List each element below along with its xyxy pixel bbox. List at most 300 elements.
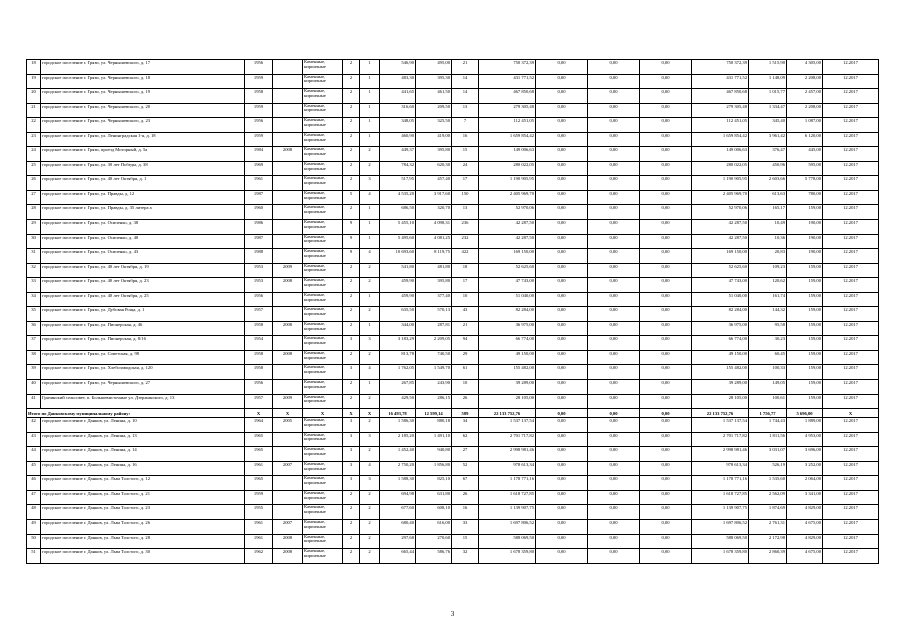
cost-budget-cell: 0,00 <box>588 292 640 307</box>
table-row <box>27 118 879 133</box>
living-area-cell: 270,60 <box>416 534 452 549</box>
renovation-year-cell <box>273 292 303 307</box>
total-area-cell: 546,90 <box>380 60 416 75</box>
cost-total-cell: 1 190 905,95 <box>692 176 749 191</box>
total-cost-cell: 66 774,00 <box>479 336 536 351</box>
total-area-cell: 460,90 <box>380 132 416 147</box>
entrances-cell: 2 <box>360 505 380 520</box>
living-area-cell: 1 491,10 <box>416 432 452 447</box>
floors-cell: 3 <box>343 476 360 491</box>
floors-cell: 2 <box>343 147 360 162</box>
cost-per-sqm-cell: 100,61 <box>749 394 787 409</box>
deadline-cell: 12.2017 <box>823 147 879 162</box>
renovation-year-cell: 2008 <box>273 321 303 336</box>
living-area-cell: 243,90 <box>416 380 452 395</box>
row-number-cell: 40 <box>27 380 41 395</box>
cost-fund-cell: 0,00 <box>536 220 588 235</box>
total-cost-cell: 52 970,06 <box>479 205 536 220</box>
renovation-year-cell <box>273 205 303 220</box>
residents-cell: 62 <box>452 432 479 447</box>
cost-budget-cell: 0,00 <box>588 432 640 447</box>
table-row <box>27 461 879 476</box>
build-year-cell: 1958 <box>245 365 273 380</box>
cost-budget-cell: 0,00 <box>588 249 640 264</box>
renovation-year-cell <box>273 176 303 191</box>
cost-owners-cell: 0,00 <box>640 350 692 365</box>
total-cost-cell: 431 771,52 <box>479 74 536 89</box>
total-area-cell: 541,80 <box>380 263 416 278</box>
wall-material-cell: Каменные, кирпичные <box>303 263 343 278</box>
cost-owners-cell: 0,00 <box>640 234 692 249</box>
build-year-cell: 1961 <box>245 534 273 549</box>
build-year-cell: 1959 <box>245 74 273 89</box>
entrances-cell: 2 <box>360 418 380 433</box>
cost-total-cell: 82 284,00 <box>692 307 749 322</box>
wall-material-cell: Каменные, кирпичные <box>303 249 343 264</box>
total-area-cell: 297,68 <box>380 534 416 549</box>
cost-owners-cell: 0,00 <box>640 263 692 278</box>
cost-budget-cell: 0,00 <box>588 505 640 520</box>
cost-budget-cell: 0,00 <box>588 161 640 176</box>
cost-fund-cell: 0,00 <box>536 447 588 462</box>
address-cell: городское поселение г. Грязи, ул. Дубовая Роща, д. 1 <box>41 307 245 322</box>
cost-fund-cell: 0,00 <box>536 549 588 564</box>
deadline-cell: 12.2017 <box>823 234 879 249</box>
cost-total-cell: 42 287,50 <box>692 234 749 249</box>
living-area-cell: 395,80 <box>416 147 452 162</box>
table-row <box>27 147 879 162</box>
address-cell: городское поселение г. Грязи, ул. Чернышевского, д. 23 <box>41 118 245 133</box>
total-area-cell: 813,78 <box>380 350 416 365</box>
total-cost-cell: 155 482,00 <box>479 365 536 380</box>
renovation-year-cell <box>273 365 303 380</box>
cost-budget-cell: 0,00 <box>588 234 640 249</box>
max-cost-per-sqm-cell: 5 778,00 <box>787 176 823 191</box>
row-number-cell: 20 <box>27 89 41 104</box>
living-area-cell: 740,50 <box>416 350 452 365</box>
address-cell: городское поселение г. Грязи, проезд Моторный, д. 5а <box>41 147 245 162</box>
cost-total-cell: 66 774,00 <box>692 336 749 351</box>
cost-budget-cell: 0,00 <box>588 103 640 118</box>
wall-material-cell: Каменные, кирпичные <box>303 132 343 147</box>
max-cost-per-sqm-cell: 159,00 <box>787 380 823 395</box>
row-number-cell: 50 <box>27 534 41 549</box>
table-row <box>27 549 879 564</box>
wall-material-cell: Каменные, кирпичные <box>303 505 343 520</box>
living-area-cell: 377,40 <box>416 292 452 307</box>
row-number-cell: 48 <box>27 505 41 520</box>
deadline-cell: 12.2017 <box>823 380 879 395</box>
build-year-cell: 1959 <box>245 490 273 505</box>
row-number-cell: 51 <box>27 549 41 564</box>
address-cell: городское поселение г. Грязи, ул. Пионерская, д. 46 <box>41 321 245 336</box>
build-year-cell: 1964 <box>245 418 273 433</box>
address-cell: городское поселение г. Грязи, ул. Чернышевского, д. 19 <box>41 89 245 104</box>
cost-fund-cell: 0,00 <box>536 118 588 133</box>
total-cost-cell: 49 150,00 <box>479 350 536 365</box>
cost-per-sqm-cell: 60,45 <box>749 350 787 365</box>
living-area-cell: 495,00 <box>416 60 452 75</box>
max-cost-per-sqm-cell: 2 208,00 <box>787 103 823 118</box>
cost-fund-cell: 0,00 <box>536 307 588 322</box>
cost-fund-cell: 0,00 <box>536 249 588 264</box>
floors-cell: 3 <box>343 447 360 462</box>
row-number-cell: 34 <box>27 292 41 307</box>
cost-owners-cell: 0,00 <box>640 89 692 104</box>
residents-cell: 43 <box>452 307 479 322</box>
table-row <box>27 161 879 176</box>
cost-per-sqm-cell: 1 811,56 <box>749 432 787 447</box>
total-area-cell: 694,98 <box>380 490 416 505</box>
renovation-year-cell <box>273 307 303 322</box>
cost-per-sqm-cell: 20,83 <box>749 249 787 264</box>
table-row <box>27 176 879 191</box>
total-cost-cell: 1 178 771,16 <box>479 476 536 491</box>
cost-total-cell: 2 405 969,70 <box>692 190 749 205</box>
total-area-cell: 665,44 <box>380 549 416 564</box>
living-area-cell: 825,10 <box>416 476 452 491</box>
residents-cell: 7 <box>452 118 479 133</box>
living-area-cell: 570,13 <box>416 307 452 322</box>
address-cell: городское поселение г. Грязи, ул. Правды, д. 35 литера а <box>41 205 245 220</box>
wall-material-cell: Каменные, кирпичные <box>303 394 343 409</box>
cost-per-sqm-cell: 376,47 <box>749 147 787 162</box>
total-area-cell: 4 535,20 <box>380 190 416 205</box>
max-cost-per-sqm-cell: 1 087,00 <box>787 118 823 133</box>
address-cell: городское поселение г. Данков, ул. Льва Толстого, д. 28 <box>41 534 245 549</box>
row-number-cell: 24 <box>27 147 41 162</box>
cost-per-sqm-cell: 10,36 <box>749 234 787 249</box>
cost-total-cell: 42 287,50 <box>692 220 749 235</box>
row-number-cell: 30 <box>27 234 41 249</box>
address-cell: городское поселение г. Грязи, ул. Пионерская, д. 8/16 <box>41 336 245 351</box>
floors-cell: 2 <box>343 74 360 89</box>
cost-owners-cell: 0,00 <box>640 394 692 409</box>
row-number-cell: 32 <box>27 263 41 278</box>
residents-cell: 14 <box>452 74 479 89</box>
residents-cell: 33 <box>452 519 479 534</box>
entrances-cell: 2 <box>360 263 380 278</box>
renovation-year-cell <box>273 89 303 104</box>
table-row <box>27 490 879 505</box>
deadline-cell: 12.2017 <box>823 505 879 520</box>
deadline-cell: 12.2017 <box>823 249 879 264</box>
build-year-cell: 1954 <box>245 336 273 351</box>
address-cell: городское поселение г. Грязи, ул. Ленинградская 1-я, д. 18 <box>41 132 245 147</box>
residents-cell: 17 <box>452 278 479 293</box>
entrances-cell: 3 <box>360 176 380 191</box>
address-cell: городское поселение г. Грязи, ул. Советская, д. 98 <box>41 350 245 365</box>
entrances-cell: 2 <box>360 519 380 534</box>
cost-fund-cell: 0,00 <box>536 476 588 491</box>
renovation-year-cell <box>273 132 303 147</box>
total-area-cell: 1 762,05 <box>380 365 416 380</box>
residents-cell: 13 <box>452 205 479 220</box>
deadline-cell: 12.2017 <box>823 60 879 75</box>
cost-per-sqm-cell: 1 515,90 <box>749 60 787 75</box>
deadline-cell: 12.2017 <box>823 205 879 220</box>
wall-material-cell: Каменные, кирпичные <box>303 534 343 549</box>
total-label-cell: Итого по Данковскому муниципальному району: <box>27 409 245 418</box>
total-cell-cell: 0,00 <box>588 409 640 418</box>
deadline-cell: 12.2017 <box>823 534 879 549</box>
build-year-cell: 1987 <box>245 234 273 249</box>
total-cost-cell: 112 451,05 <box>479 118 536 133</box>
residents-cell: 422 <box>452 249 479 264</box>
floors-cell: 9 <box>343 234 360 249</box>
residents-cell: 67 <box>452 476 479 491</box>
cost-fund-cell: 0,00 <box>536 394 588 409</box>
table-row <box>27 380 879 395</box>
total-cell-cell: 16 493,78 <box>380 409 416 418</box>
entrances-cell: 3 <box>360 476 380 491</box>
table-row <box>27 519 879 534</box>
living-area-cell: 4 081,25 <box>416 234 452 249</box>
deadline-cell: 12.2017 <box>823 263 879 278</box>
renovation-year-cell <box>273 190 303 205</box>
max-cost-per-sqm-cell: 6 120,00 <box>787 132 823 147</box>
living-area-cell: 620,30 <box>416 161 452 176</box>
address-cell: городское поселение г. Грязи, ул. Осипенко, д. 43 <box>41 249 245 264</box>
wall-material-cell: Каменные, кирпичные <box>303 176 343 191</box>
table-row <box>27 432 879 447</box>
entrances-cell: 1 <box>360 74 380 89</box>
cost-budget-cell: 0,00 <box>588 89 640 104</box>
max-cost-per-sqm-cell: 3 252,00 <box>787 461 823 476</box>
cost-budget-cell: 0,00 <box>588 321 640 336</box>
floors-cell: 9 <box>343 220 360 235</box>
cost-fund-cell: 0,00 <box>536 432 588 447</box>
build-year-cell: 1965 <box>245 447 273 462</box>
renovation-year-cell <box>273 447 303 462</box>
table-row <box>27 205 879 220</box>
residents-cell: 27 <box>452 447 479 462</box>
cost-budget-cell: 0,00 <box>588 519 640 534</box>
cost-total-cell: 36 975,00 <box>692 321 749 336</box>
cost-per-sqm-cell: 3 961,42 <box>749 132 787 147</box>
cost-fund-cell: 0,00 <box>536 263 588 278</box>
total-cost-cell: 42 287,50 <box>479 234 536 249</box>
max-cost-per-sqm-cell: 159,00 <box>787 307 823 322</box>
total-area-cell: 10 693,60 <box>380 249 416 264</box>
build-year-cell: 1957 <box>245 394 273 409</box>
renovation-year-cell <box>273 476 303 491</box>
cost-budget-cell: 0,00 <box>588 394 640 409</box>
cost-per-sqm-cell: 144,32 <box>749 307 787 322</box>
renovation-year-cell: 2005 <box>273 418 303 433</box>
row-number-cell: 31 <box>27 249 41 264</box>
row-number-cell: 25 <box>27 161 41 176</box>
max-cost-per-sqm-cell: 159,00 <box>787 350 823 365</box>
wall-material-cell: Каменные, кирпичные <box>303 365 343 380</box>
entrances-cell: 1 <box>360 132 380 147</box>
max-cost-per-sqm-cell: 780,00 <box>787 190 823 205</box>
cost-per-sqm-cell: 526,19 <box>749 461 787 476</box>
wall-material-cell: Каменные, кирпичные <box>303 380 343 395</box>
cost-fund-cell: 0,00 <box>536 490 588 505</box>
address-cell: городское поселение г. Грязи, ул. Чернышевского, д. 18 <box>41 74 245 89</box>
cost-owners-cell: 0,00 <box>640 103 692 118</box>
row-number-cell: 43 <box>27 432 41 447</box>
cost-budget-cell: 0,00 <box>588 336 640 351</box>
cost-owners-cell: 0,00 <box>640 118 692 133</box>
cost-budget-cell: 0,00 <box>588 60 640 75</box>
address-cell: городское поселение г. Данков, ул. Ленина, д. 13 <box>41 432 245 447</box>
build-year-cell: 1987 <box>245 190 273 205</box>
living-area-cell: 286,15 <box>416 394 452 409</box>
deadline-cell: 12.2017 <box>823 321 879 336</box>
total-area-cell: 459,90 <box>380 292 416 307</box>
address-cell: городское поселение г. Данков, ул. Льва Толстого, д. 12 <box>41 476 245 491</box>
table-row <box>27 321 879 336</box>
floors-cell: 9 <box>343 249 360 264</box>
cost-owners-cell: 0,00 <box>640 74 692 89</box>
cost-per-sqm-cell: 95,58 <box>749 321 787 336</box>
residents-cell: 21 <box>452 321 479 336</box>
total-area-cell: 449,37 <box>380 147 416 162</box>
cost-fund-cell: 0,00 <box>536 321 588 336</box>
total-cost-cell: 1 190 905,95 <box>479 176 536 191</box>
cost-owners-cell: 0,00 <box>640 490 692 505</box>
table-row <box>27 394 879 409</box>
residents-cell: 236 <box>452 220 479 235</box>
total-cost-cell: 1 678 359,80 <box>479 549 536 564</box>
max-cost-per-sqm-cell: 190,00 <box>787 234 823 249</box>
max-cost-per-sqm-cell: 159,00 <box>787 336 823 351</box>
renovation-year-cell: 2007 <box>273 461 303 476</box>
entrances-cell: 2 <box>360 278 380 293</box>
deadline-cell: 12.2017 <box>823 350 879 365</box>
cost-per-sqm-cell: 1 535,60 <box>749 476 787 491</box>
cost-per-sqm-cell: 2 603,66 <box>749 176 787 191</box>
floors-cell: 2 <box>343 394 360 409</box>
build-year-cell: 1965 <box>245 476 273 491</box>
floors-cell: 3 <box>343 461 360 476</box>
address-cell: городское поселение г. Грязи, ул. Правды, д. 12 <box>41 190 245 205</box>
renovation-year-cell: 2008 <box>273 147 303 162</box>
cost-total-cell: 431 771,52 <box>692 74 749 89</box>
cost-total-cell: 1 618 727,85 <box>692 490 749 505</box>
cost-budget-cell: 0,00 <box>588 176 640 191</box>
living-area-cell: 631,80 <box>416 490 452 505</box>
cost-owners-cell: 0,00 <box>640 176 692 191</box>
max-cost-per-sqm-cell: 190,00 <box>787 220 823 235</box>
cost-total-cell: 978 613,34 <box>692 461 749 476</box>
address-cell: городское поселение г. Грязи, ул. Чернышевского, д. 20 <box>41 103 245 118</box>
renovation-year-cell <box>273 249 303 264</box>
total-cost-cell: 1 618 727,85 <box>479 490 536 505</box>
build-year-cell: 1959 <box>245 103 273 118</box>
max-cost-per-sqm-cell: 4 829,00 <box>787 505 823 520</box>
total-area-cell: 686,50 <box>380 205 416 220</box>
deadline-cell: 12.2017 <box>823 307 879 322</box>
living-area-cell: 395,80 <box>416 278 452 293</box>
floors-cell: 2 <box>343 263 360 278</box>
cost-budget-cell: 0,00 <box>588 74 640 89</box>
cost-owners-cell: 0,00 <box>640 161 692 176</box>
cost-owners-cell: 0,00 <box>640 519 692 534</box>
cost-total-cell: 280 022,05 <box>692 161 749 176</box>
address-cell: городское поселение г. Грязи, ул. Чернышевского, д. 27 <box>41 380 245 395</box>
total-cost-cell: 28 105,00 <box>479 394 536 409</box>
cost-fund-cell: 0,00 <box>536 147 588 162</box>
cost-per-sqm-cell: 1 744,43 <box>749 418 787 433</box>
total-cell-cell: X <box>343 409 360 418</box>
build-year-cell: 1958 <box>245 89 273 104</box>
build-year-cell: 1961 <box>245 176 273 191</box>
build-year-cell: 1986 <box>245 220 273 235</box>
wall-material-cell: Каменные, кирпичные <box>303 220 343 235</box>
cost-fund-cell: 0,00 <box>536 103 588 118</box>
cost-per-sqm-cell: 1 015,77 <box>749 89 787 104</box>
cost-owners-cell: 0,00 <box>640 278 692 293</box>
deadline-cell: 12.2017 <box>823 365 879 380</box>
cost-budget-cell: 0,00 <box>588 476 640 491</box>
floors-cell: 2 <box>343 132 360 147</box>
cost-total-cell: 467 850,68 <box>692 89 749 104</box>
residents-cell: 150 <box>452 190 479 205</box>
residents-cell: 52 <box>452 461 479 476</box>
floors-cell: 3 <box>343 365 360 380</box>
total-area-cell: 784,32 <box>380 161 416 176</box>
max-cost-per-sqm-cell: 159,00 <box>787 365 823 380</box>
address-cell: городское поселение г. Данков, ул. Льва Толстого, д. 23 <box>41 505 245 520</box>
cost-total-cell: 588 069,50 <box>692 534 749 549</box>
deadline-cell: 12.2017 <box>823 519 879 534</box>
build-year-cell: 1953 <box>245 263 273 278</box>
cost-fund-cell: 0,00 <box>536 278 588 293</box>
entrances-cell: 2 <box>360 161 380 176</box>
build-year-cell: 1960 <box>245 205 273 220</box>
table-body <box>27 60 879 564</box>
residents-cell: 26 <box>452 490 479 505</box>
floors-cell: 3 <box>343 418 360 433</box>
cost-fund-cell: 0,00 <box>536 60 588 75</box>
cost-owners-cell: 0,00 <box>640 147 692 162</box>
deadline-cell: 12.2017 <box>823 336 879 351</box>
max-cost-per-sqm-cell: 1 889,00 <box>787 418 823 433</box>
address-cell: городское поселение г. Данков, ул. Ленина, д. 16 <box>41 461 245 476</box>
entrances-cell: 2 <box>360 307 380 322</box>
total-cell-cell: 5 696,00 <box>787 409 823 418</box>
max-cost-per-sqm-cell: 595,00 <box>787 161 823 176</box>
deadline-cell: 12.2017 <box>823 89 879 104</box>
max-cost-per-sqm-cell: 3 696,00 <box>787 447 823 462</box>
max-cost-per-sqm-cell: 4 829,00 <box>787 534 823 549</box>
address-cell: городское поселение г. Грязи, ул. 40 лет Октября, д. 25 <box>41 292 245 307</box>
floors-cell: 5 <box>343 190 360 205</box>
floors-cell: 2 <box>343 118 360 133</box>
cost-total-cell: 1 678 359,80 <box>692 549 749 564</box>
table-row <box>27 103 879 118</box>
address-cell: городское поселение г. Грязи, ул. Осипенко, д. 40 <box>41 234 245 249</box>
cost-total-cell: 149 006,63 <box>692 147 749 162</box>
table-row <box>27 336 879 351</box>
cost-per-sqm-cell: 3 031,07 <box>749 447 787 462</box>
living-area-cell: 209,50 <box>416 103 452 118</box>
entrances-cell: 1 <box>360 292 380 307</box>
table-row <box>27 89 879 104</box>
wall-material-cell: Каменные, кирпичные <box>303 74 343 89</box>
total-cost-cell: 1 659 854,42 <box>479 132 536 147</box>
wall-material-cell: Каменные, кирпичные <box>303 278 343 293</box>
residents-cell: 21 <box>452 60 479 75</box>
entrances-cell: 2 <box>360 549 380 564</box>
wall-material-cell: Каменные, кирпичные <box>303 60 343 75</box>
build-year-cell: 1988 <box>245 249 273 264</box>
max-cost-per-sqm-cell: 159,00 <box>787 321 823 336</box>
living-area-cell: 395,30 <box>416 74 452 89</box>
